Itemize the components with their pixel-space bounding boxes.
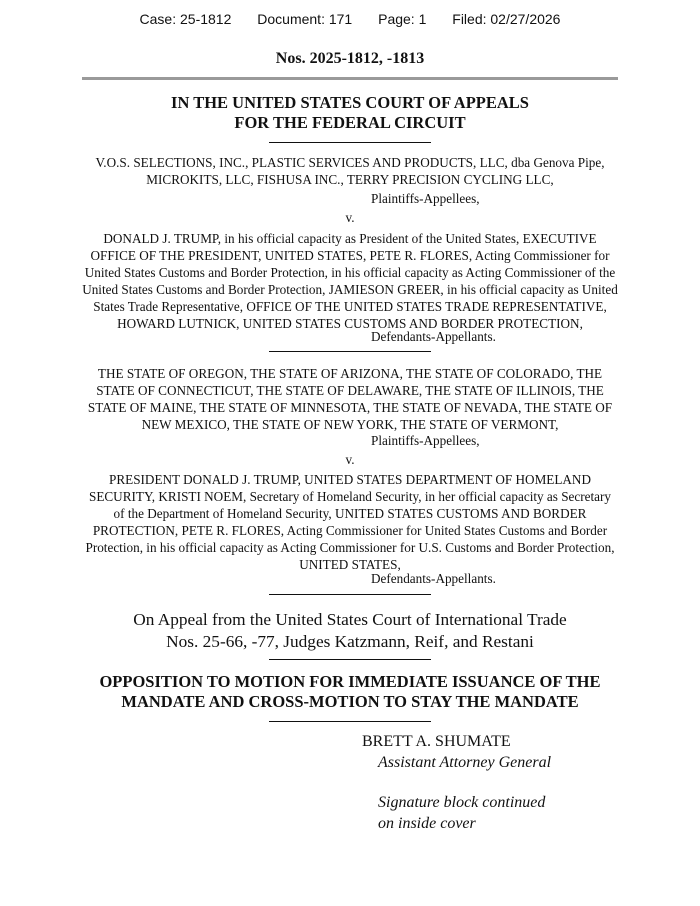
page-number-label: Page: 1 <box>378 11 427 27</box>
case1-defendants: DONALD J. TRUMP, in his official capacity as President of the United States, EXECUTIVE OFFICE OF THE PRESIDENT, UNITED STATES, PETE R. FLORES, Acting Commissioner for United States Customs and Border Protection, in his official capacity as Acting Commissioner of the United States Customs and Border Protection, JAMIESON GREER, in his official capacity as United States Trade Representative, OFFICE OF THE UNITED STATES TRADE REPRESENTATIVE, HOWARD LUTNICK, UNITED STATES CUSTOMS AND BORDER PROTECTION, <box>82 231 618 331</box>
signature-note-line2: on inside cover <box>378 815 476 832</box>
case2-plaintiffs: THE STATE OF OREGON, THE STATE OF ARIZONA, THE STATE OF COLORADO, THE STATE OF CONNECTICUT, THE STATE OF DELAWARE, THE STATE OF ILLINOIS, THE STATE OF MAINE, THE STATE OF MINNESOTA, THE STATE OF NEVADA, THE STATE OF NEW MEXICO, THE STATE OF NEW YORK, THE STATE OF VERMONT, <box>87 366 613 432</box>
filed-date-label: Filed: 02/27/2026 <box>452 11 561 27</box>
motion-title <box>0 672 700 712</box>
case1-plaintiffs: V.O.S. SELECTIONS, INC., PLASTIC SERVICES AND PRODUCTS, LLC, dba Genova Pipe, MICROKITS, LLC, FISHUSA INC., TERRY PRECISION CYCLING LLC, <box>95 155 605 187</box>
filing-header <box>0 11 700 31</box>
divider-2 <box>269 351 431 352</box>
signatory-title: Assistant Attorney General <box>378 754 552 771</box>
document-number-label: Document: 171 <box>257 11 353 27</box>
court-title <box>0 93 700 133</box>
divider-1 <box>269 142 431 143</box>
case2-defendants: PRESIDENT DONALD J. TRUMP, UNITED STATES DEPARTMENT OF HOMELAND SECURITY, KRISTI NOEM, Secretary of Homeland Security, in her official capacity as Secretary of the Department of Homeland Security, UNITED STATES CUSTOMS AND BORDER PROTECTION, PETE R. FLORES, Acting Commissioner for United States Customs and Border Protection, in his official capacity as Acting Commissioner for U.S. Customs and Border Protection, UNITED STATES, <box>85 472 615 572</box>
case2-plaintiffs-role: Plaintiffs-Appellees, <box>371 433 480 448</box>
divider-3 <box>269 594 431 595</box>
divider-4 <box>269 659 431 660</box>
case2-versus: v. <box>345 452 355 467</box>
divider-5 <box>269 721 431 722</box>
court-title-line2: FOR THE FEDERAL CIRCUIT <box>234 113 466 132</box>
signatory-name: BRETT A. SHUMATE <box>362 733 511 750</box>
top-divider <box>82 77 618 80</box>
court-title-line1: IN THE UNITED STATES COURT OF APPEALS <box>171 93 529 112</box>
case2-defendants-role: Defendants-Appellants. <box>371 571 496 586</box>
case-number-label: Case: 25-1812 <box>139 11 232 27</box>
appeal-origin-line2: Nos. 25-66, -77, Judges Katzmann, Reif, and Restani <box>166 632 534 651</box>
motion-title-line2: MANDATE AND CROSS-MOTION TO STAY THE MANDATE <box>121 692 579 711</box>
case1-versus: v. <box>345 210 355 225</box>
signature-note-line1: Signature block continued <box>378 794 546 811</box>
signature-note <box>378 792 545 834</box>
appeal-origin-line1: On Appeal from the United States Court of International Trade <box>133 610 567 629</box>
docket-numbers: Nos. 2025-1812, -1813 <box>275 50 425 67</box>
motion-title-line1: OPPOSITION TO MOTION FOR IMMEDIATE ISSUANCE OF THE <box>99 672 601 691</box>
appeal-origin <box>0 609 700 653</box>
case1-defendants-role: Defendants-Appellants. <box>371 329 496 344</box>
case1-plaintiffs-role: Plaintiffs-Appellees, <box>371 191 480 206</box>
